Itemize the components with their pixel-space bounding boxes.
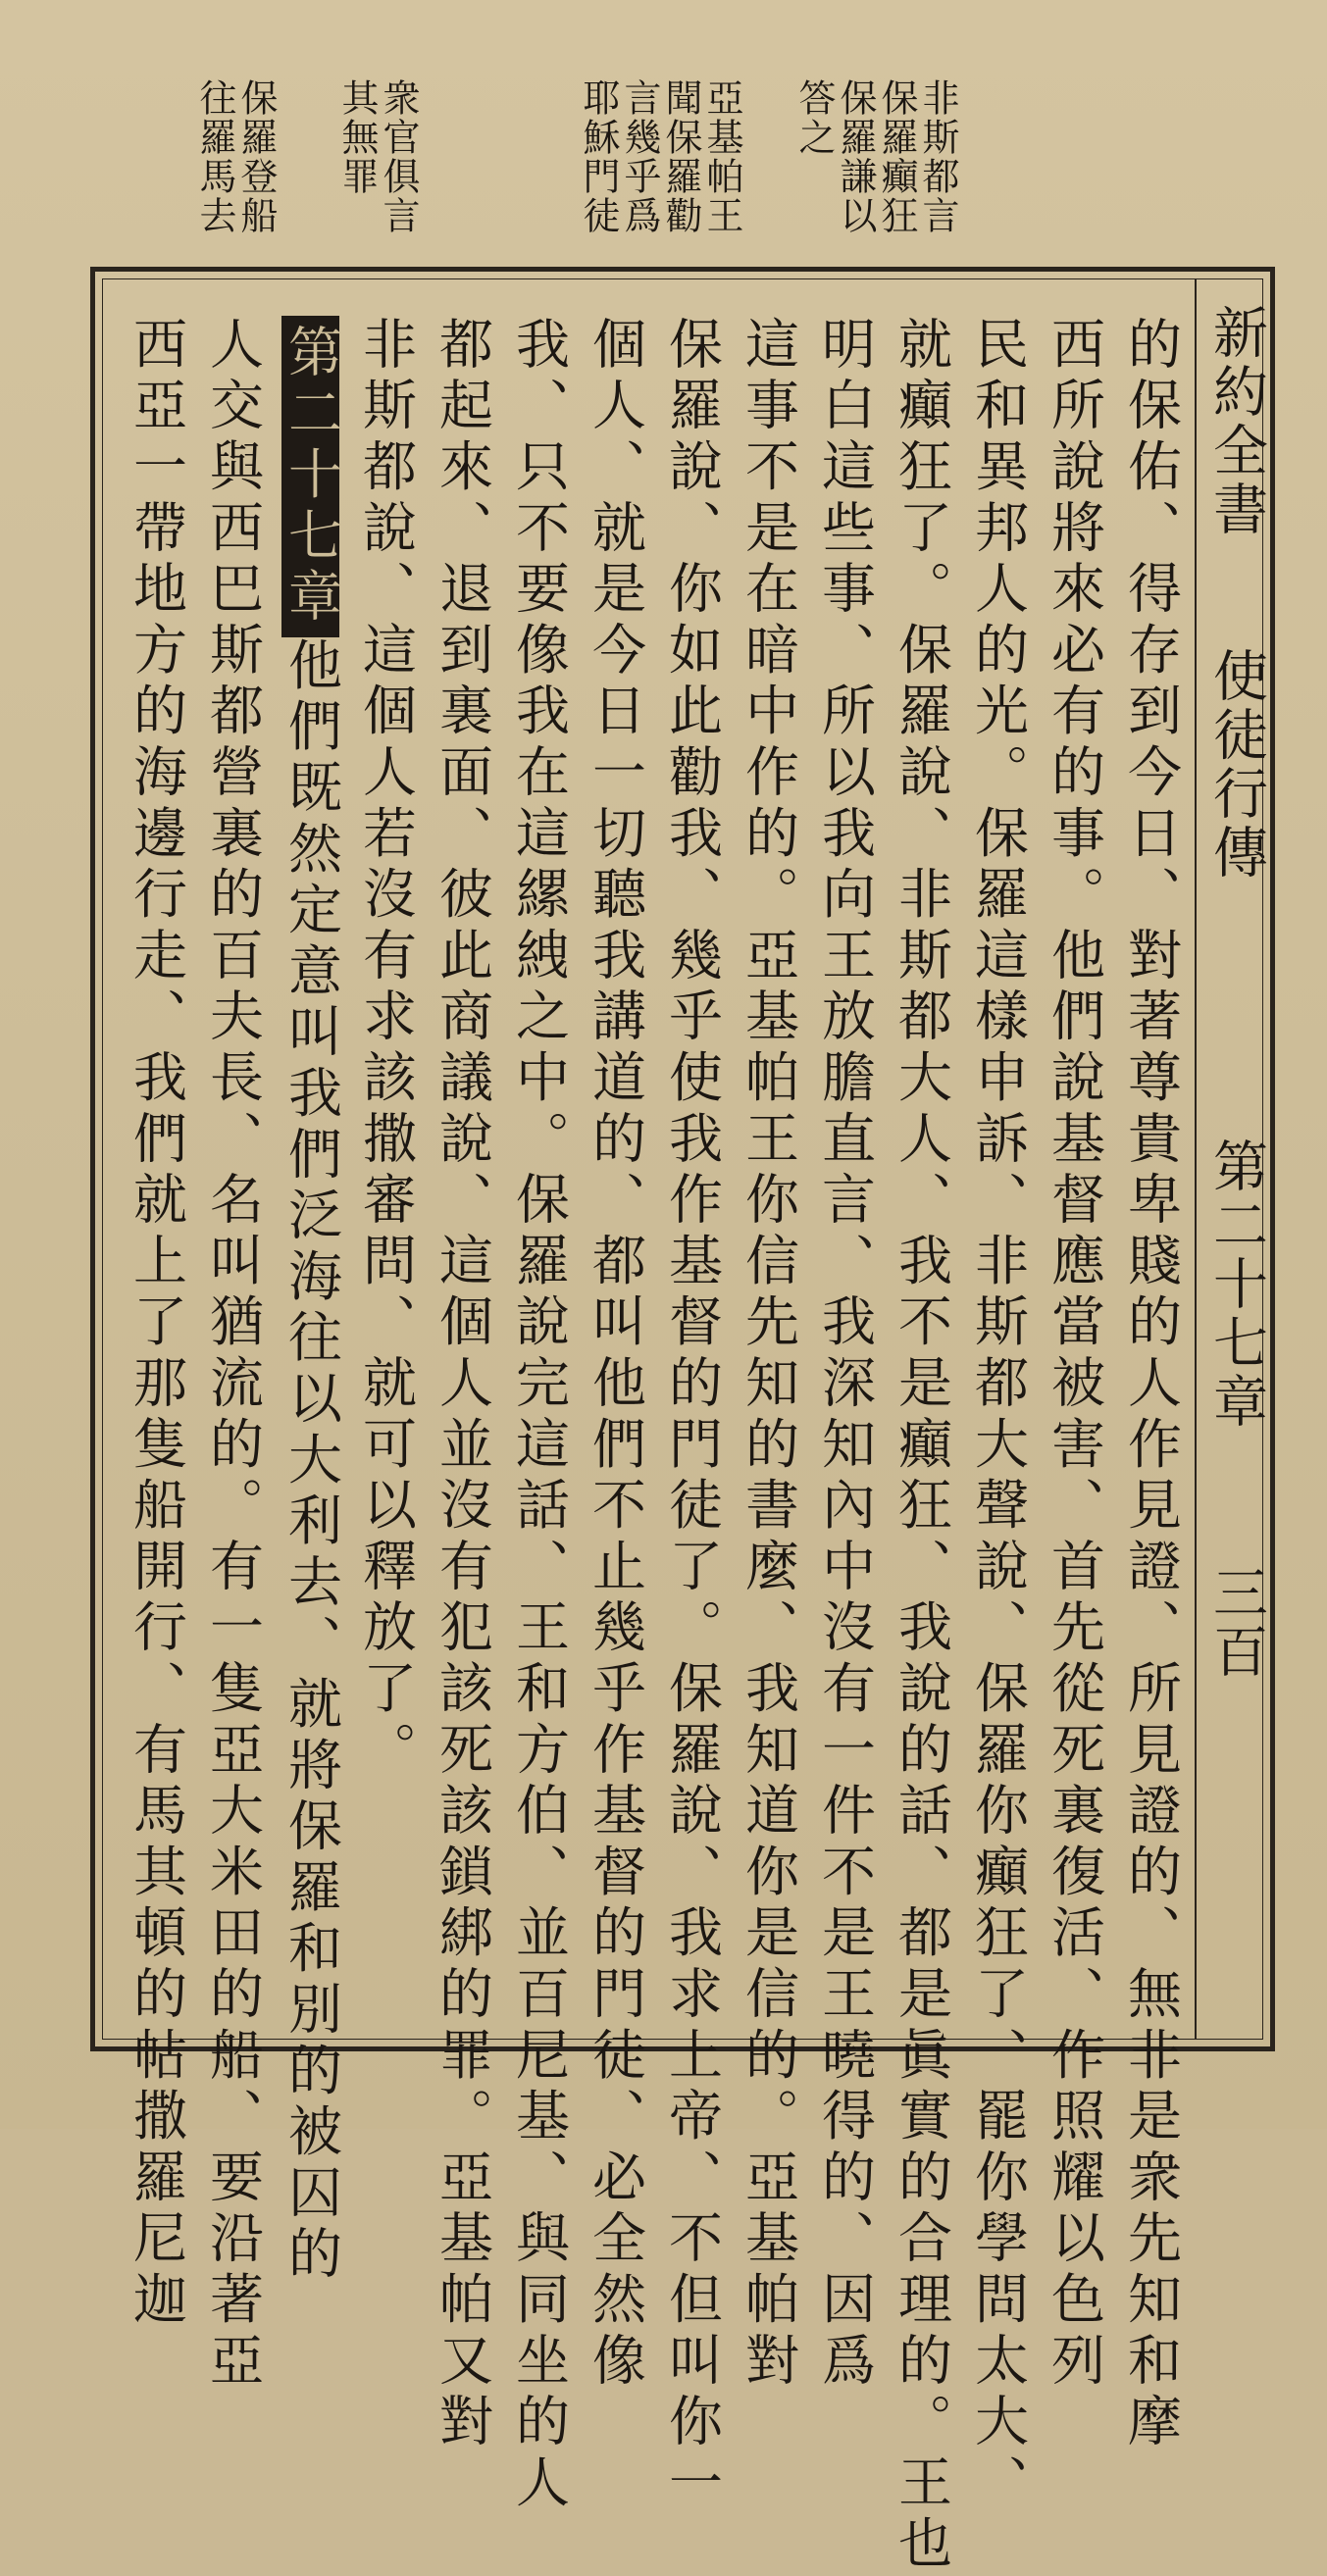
text-column: 明白這些事、所以我向王放膽直言、我深知內中沒有一件不是王曉得的、因爲 [813, 316, 876, 2394]
chapter-label: 第二十七章 [1204, 1137, 1268, 1432]
note-line: 聞保羅勸 [659, 78, 702, 235]
text-column: 保羅說、你如此勸我、幾乎使我作基督的門徒了。保羅說、我求上帝、不但叫你一 [660, 316, 723, 2515]
text-column: 就癲狂了。保羅說、非斯都大人、我不是癲狂、我說的話、都是眞實的合理的。王也 [890, 316, 952, 2576]
chapter-heading: 第二十七章 [281, 316, 339, 637]
note-line: 往羅馬去 [193, 78, 236, 235]
text-column: 都起來、退到裏面、彼此商議說、這個人並沒有犯該死該鎖綁的罪。亞基帕又對 [431, 316, 493, 2454]
text-column: 的保佑、得存到今日、對著尊貴卑賤的人作見證、所見證的、無非是衆先知和摩 [1119, 316, 1182, 2454]
text-column: 非斯都說、這個人若沒有求該撒審問、就可以釋放了。 [354, 316, 417, 1783]
text-column: 我、只不要像我在這縲絏之中。保羅說完這話、王和方伯、並百尼基、與同坐的人 [507, 316, 570, 2515]
text-column: 人交與西巴斯都營裏的百夫長、名叫猶流的。有一隻亞大米田的船、要沿著亞 [201, 316, 264, 2394]
margin-note-agrippa [569, 78, 743, 235]
chapter-heading-column [280, 316, 342, 2287]
note-line: 保羅癲狂 [875, 78, 918, 235]
text-column: 民和異邦人的光。保羅這樣申訴、非斯都大聲說、保羅你癲狂了、罷你學問太大、 [966, 316, 1029, 2515]
note-line: 亞基帕王 [700, 78, 743, 235]
book-title: 新約全書 [1204, 304, 1268, 539]
text-column: 西亞一帶地方的海邊行走、我們就上了那隻船開行、有馬其頓的帖撒羅尼迦 [125, 316, 187, 2332]
note-line: 衆官俱言 [377, 78, 420, 235]
note-line: 耶穌門徒 [577, 78, 620, 235]
note-line: 保羅登船 [234, 78, 278, 235]
text-column: 這事不是在暗中作的。亞基帕王你信先知的書麼、我知道你是信的。亞基帕對 [737, 316, 799, 2394]
page-number: 三百 [1204, 1564, 1268, 1682]
book-name: 使徒行傳 [1204, 647, 1268, 883]
note-line: 保羅謙以 [834, 78, 877, 235]
text-column: 西所說將來必有的事。他們說基督應當被害、首先從死裏復活、作照耀以色列 [1043, 316, 1105, 2394]
header-divider [1195, 278, 1197, 2040]
margin-note-voyage [186, 78, 278, 235]
note-line: 其無罪 [335, 78, 379, 196]
note-line: 答之 [792, 78, 836, 157]
text-column: 他們既然定意叫我們泛海往以大利去、就將保羅和別的被囚的 [280, 636, 342, 2287]
text-column: 個人、就是今日一切聽我講道的、都叫他們不止幾乎作基督的門徒、必全然像 [584, 316, 646, 2394]
margin-note-festus-madness [792, 78, 959, 235]
margin-note-innocent [329, 78, 420, 235]
note-line: 言幾乎爲 [618, 78, 661, 235]
note-line: 非斯都言 [916, 78, 959, 235]
